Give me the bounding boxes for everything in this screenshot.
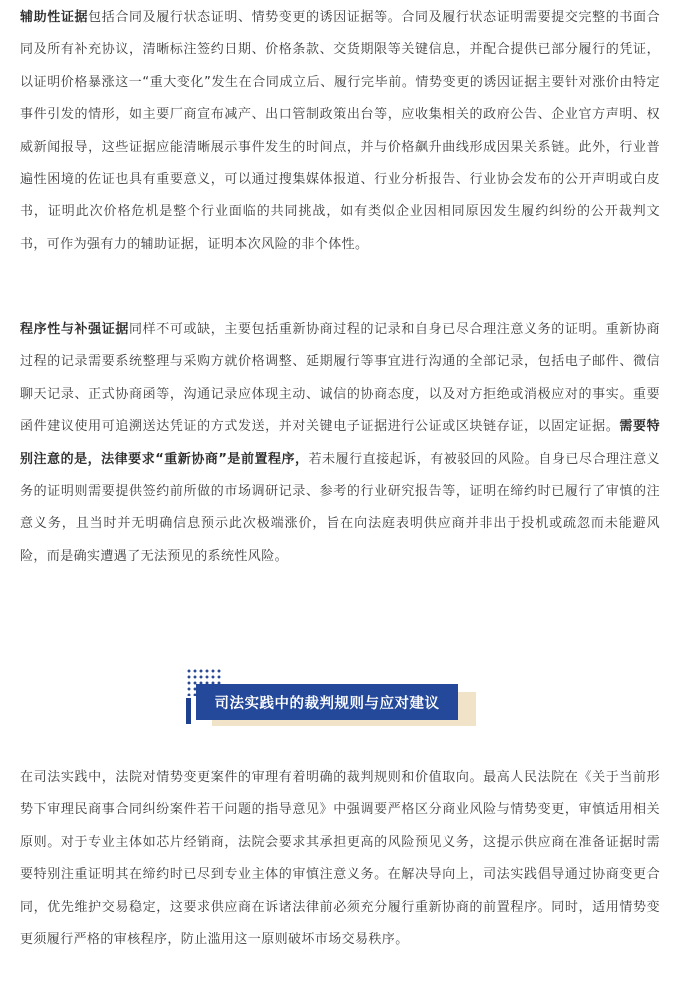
- paragraph-judicial-practice: [20, 762, 660, 956]
- paragraph-body-continued: 若未履行直接起诉，有被驳回的风险。自身已尽合理注意义务的证明则需要提供签约前所做的市场调研记录、参考的行业研究报告等，证明在缔约时已履行了审慎的注意义务，且当时并无明确信息预示此次极端涨价，旨在向法庭表明供应商并非出于投机或疏忽而未能避风险，而是确实遭遇了无法预见的系统性风险。: [20, 451, 660, 564]
- section-title-banner: [196, 684, 458, 720]
- lead-term-auxiliary: 辅助性证据: [20, 10, 89, 25]
- paragraph-body: 包括合同及履行状态证明、情势变更的诱因证据等。合同及履行状态证明需要提交完整的书面合同及所有补充协议，清晰标注签约日期、价格条款、交货期限等关键信息，并配合提供已部分履行的凭证，以证明价格暴涨这一“重大变化”发生在合同成立后、履行完毕前。情势变更的诱因证据主要针对涨价由特定事件引发的情形，如主要厂商宣布减产、出口管制政策出台等，应收集相关的政府公告、企业官方声明、权威新闻报导，这些证据应能清晰展示事件发生的时间点，并与价格飙升曲线形成因果关系链。此外，行业普遍性困境的佐证也具有重要意义，可以通过搜集媒体报道、行业分析报告、行业协会发布的公开声明或白皮书，证明此次价格危机是整个行业面临的共同挑战，如有类似企业因相同原因发生履约纠纷的公开裁判文书，可作为强有力的辅助证据，证明本次风险的非个体性。: [20, 10, 660, 252]
- paragraph-procedural-evidence: [20, 314, 660, 573]
- emphasis-text: 需要特别注意的是，法律要求“重新协商”是前置程序，: [20, 419, 661, 467]
- paragraph-body: 在司法实践中，法院对情势变更案件的审理有着明确的裁判规则和价值取向。最高人民法院在《关于当前形势下审理民商事合同纠纷案件若干问题的指导意见》中强调要严格区分商业风险与情势变更，审慎适用相关原则。对于专业主体如芯片经销商，法院会要求其承担更高的风险预见义务，这提示供应商在准备证据时需要特别注重证明其在缔约时已尽到专业主体的审慎注意义务。在解决导向上，司法实践倡导通过协商变更合同，优先维护交易稳定，这要求供应商在诉诸法律前必须充分履行重新协商的前置程序。同时，适用情势变更须履行严格的审核程序，防止滥用这一原则破坏市场交易秩序。: [20, 770, 660, 948]
- accent-bar-decoration: [186, 698, 191, 724]
- paragraph-auxiliary-evidence: [20, 2, 660, 261]
- paragraph-body: 同样不可或缺，主要包括重新协商过程的记录和自身已尽合理注意义务的证明。重新协商过程的记录需要系统整理与采购方就价格调整、延期履行等事宜进行沟通的全部记录，包括电子邮件、微信聊天记录、正式协商函等，沟通记录应体现主动、诚信的协商态度，以及对方拒绝或消极应对的事实。重要函件建议使用可追溯送达凭证的方式发送，并对关键电子证据进行公证或区块链存证，以固定证据。: [20, 322, 661, 435]
- section-title: 司法实践中的裁判规则与应对建议: [214, 695, 440, 712]
- lead-term-procedural: 程序性与补强证据: [20, 322, 129, 337]
- section-heading: [186, 668, 496, 734]
